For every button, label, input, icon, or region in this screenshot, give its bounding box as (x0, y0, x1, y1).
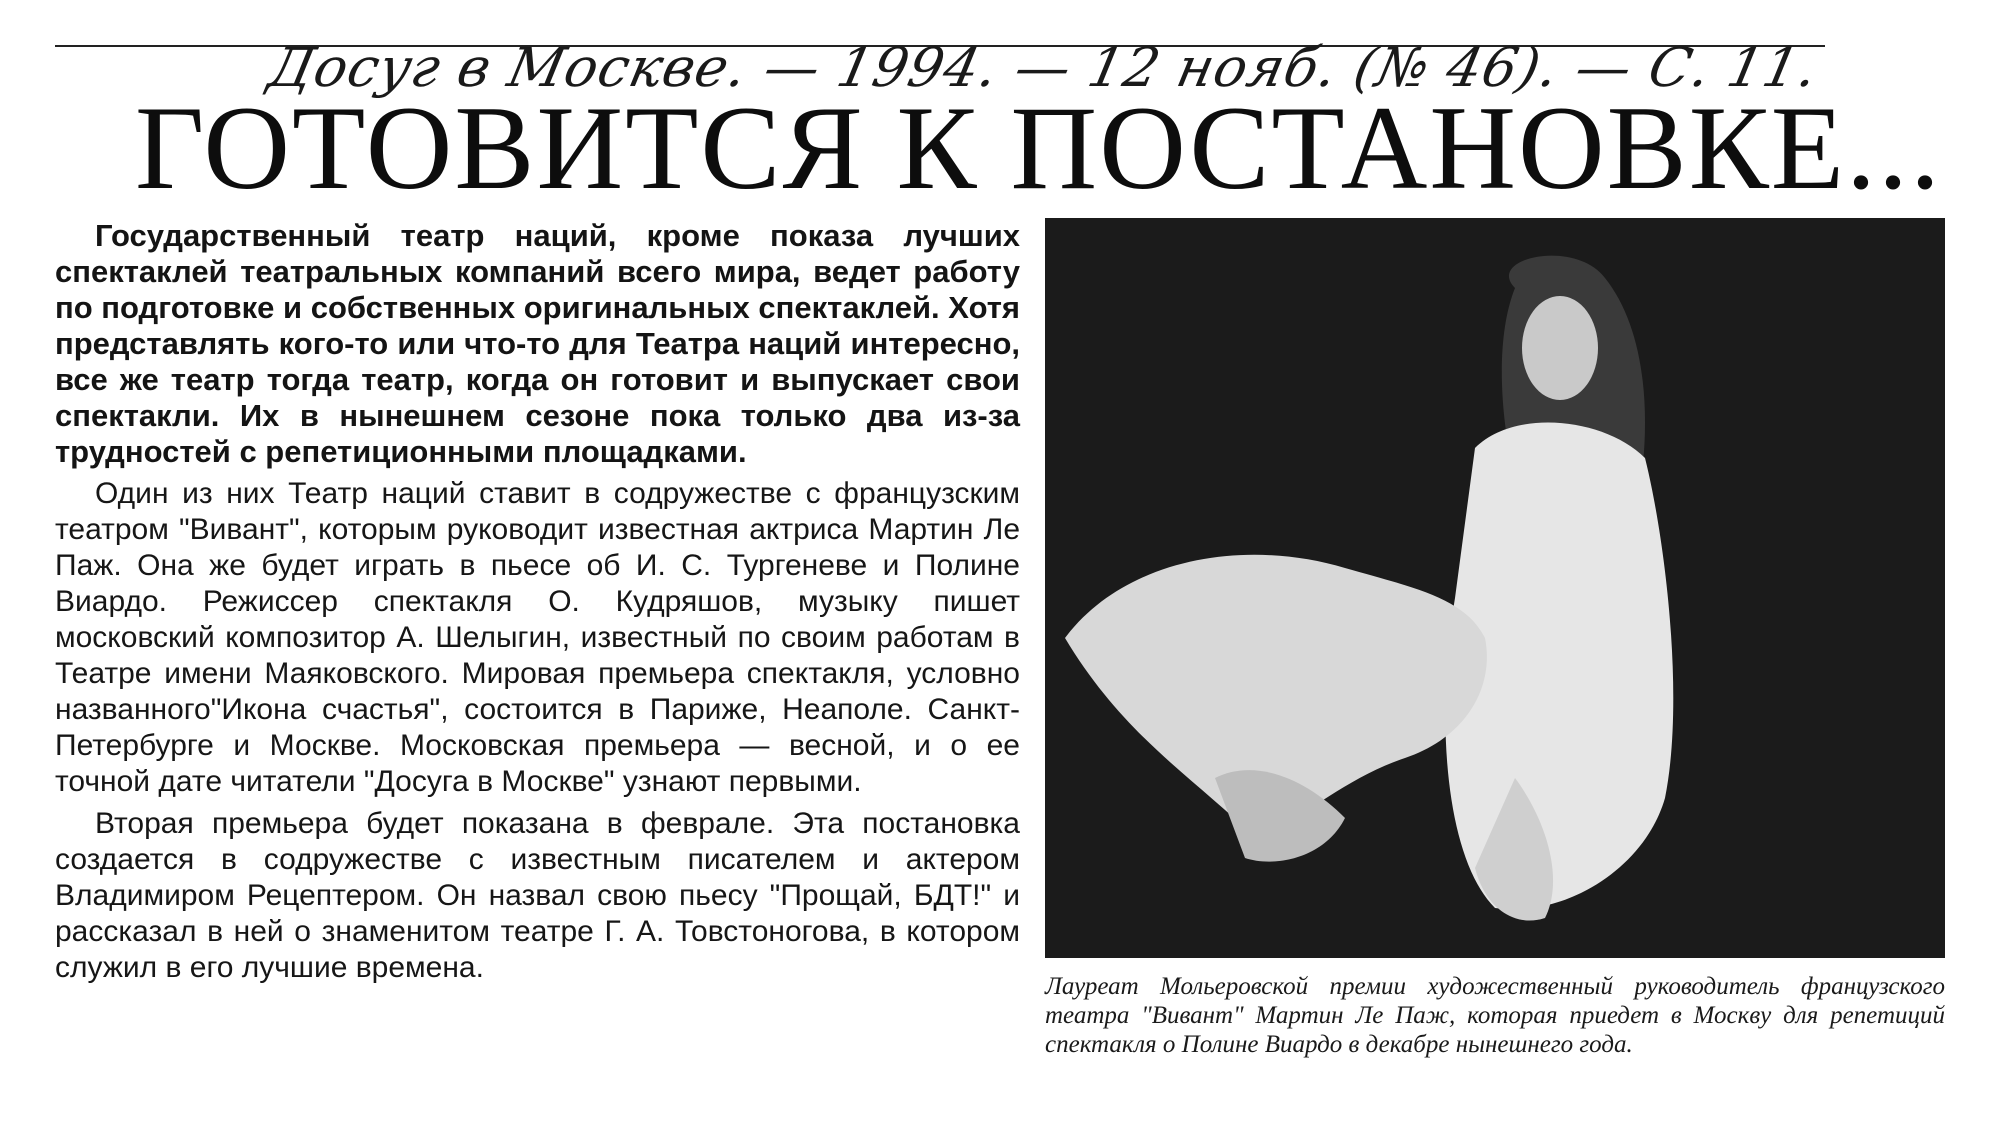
lead-paragraph: Государственный театр наций, кроме показа лучших спектаклей театральных компаний всего мира, ведет работу по подготовке и собственных оригинальных спектаклей. Хотя представлять кого-то или что-то для Театра наций интересно, все же театр тогда театр, когда он готовит и выпускает свои спектакли. Их в нынешнем сезоне пока только два из-за трудностей с репетиционными площадками. (55, 218, 1020, 469)
article-body (55, 218, 1020, 1108)
body-paragraph-2: Вторая премьера будет показана в феврале. Эта постановка создается в содружестве с известным писателем и актером Владимиром Рецептером. Он назвал свою пьесу "Прощай, БДТ!" и рассказал в ней о знаменитом театре Г. А. Товстоногова, в котором служил в его лучшие времена. (55, 807, 1020, 984)
body-paragraph-1: Один из них Театр наций ставит в содружестве с французским театром "Вивант", которым руководит известная актриса Мартин Ле Паж. Она же будет играть в пьесе об И. С. Тургеневе и Полине Виардо. Режиссер спектакля О. Кудряшов, музыку пишет московский композитор А. Шелыгин, известный по своим работам в Театре имени Маяковского. Мировая премьера спектакля, условно названного"Икона счастья", состоится в Париже, Неаполе. Санкт-Петербурге и Москве. Московская премьера — весной, и о ее точной дате читатели "Досуга в Москве" узнают первыми. (55, 477, 1020, 798)
handwritten-citation: Досуг в Москве. — 1994. — 12 нояб. (№ 46). — С. 11. (263, 36, 1825, 99)
actress-photo (1045, 218, 1945, 958)
photo-caption: Лауреат Мольеровской премии художественный руководитель французского театра "Вивант" Мартин Ле Паж, которая приедет в Москву для репетиций спектакля о Полине Виардо в декабре нынешнего года. (1045, 973, 1945, 1058)
headline: ГОТОВИТСЯ К ПОСТАНОВКЕ... (135, 81, 1943, 214)
photo-illustration (1045, 218, 1945, 958)
